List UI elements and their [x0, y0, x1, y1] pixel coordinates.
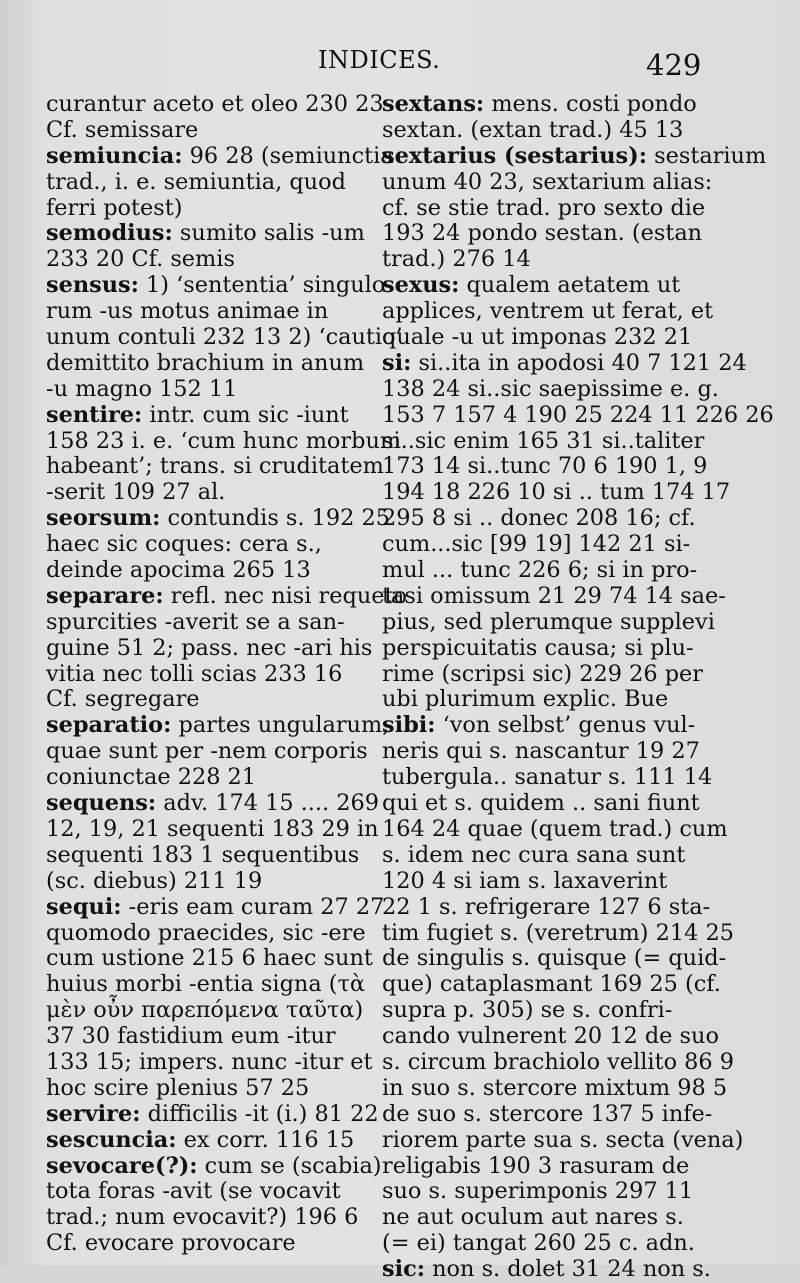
index-line: Cf. semissare	[46, 116, 199, 143]
index-line: habeant’; trans. si cruditatem	[46, 453, 384, 480]
index-line: sexus: qualem aetatem ut	[382, 272, 681, 299]
index-line: sextans: mens. costi pondo	[382, 91, 697, 117]
index-line: quomodo praecides, sic -ere	[46, 919, 366, 946]
index-line: 295 8 si .. donec 208 16; cf.	[382, 505, 696, 532]
index-line: servire: difficilis -it (i.) 81 22	[46, 1100, 379, 1127]
index-line: de suo s. stercore 137 5 infe-	[382, 1100, 713, 1127]
index-line: demittito brachium in anum	[46, 349, 365, 376]
index-line: si..sic enim 165 31 si..taliter	[382, 427, 705, 454]
entry-headword: separare:	[46, 582, 164, 609]
index-line: sevocare(?): cum se (scabia)	[46, 1152, 382, 1179]
entry-headword: semodius:	[46, 220, 173, 247]
index-line: mul ... tunc 226 6; si in pro-	[382, 557, 698, 584]
index-line: 12, 19, 21 sequenti 183 29 in	[46, 815, 379, 842]
index-line: cando vulnerent 20 12 de suo	[382, 1023, 719, 1050]
index-line: sibi: ‘von selbst’ genus vul-	[382, 712, 696, 739]
index-line: Cf. segregare	[46, 686, 200, 713]
index-line: deinde apocima 265 13	[46, 557, 311, 584]
index-line: huius morbi -entia signa (τὰ	[46, 971, 366, 998]
index-line: haec sic coques: cera s.,	[46, 531, 322, 558]
index-line: que) cataplasmant 169 25 (cf.	[382, 971, 721, 998]
index-line: tasi omissum 21 29 74 14 sae-	[382, 582, 726, 609]
index-line: cum...sic [99 19] 142 21 si-	[382, 531, 691, 558]
index-line: sensus: 1) ‘sententia’ singulo-	[46, 272, 393, 299]
index-line: unum 40 23, sextarium alias:	[382, 168, 713, 195]
index-line: de singulis s. quisque (= quid-	[382, 945, 727, 972]
entry-headword: sevocare(?):	[46, 1152, 198, 1179]
index-line: 153 7 157 4 190 25 224 11 226 26	[382, 401, 774, 428]
index-line: 158 23 i. e. ‘cum hunc morbum	[46, 427, 402, 454]
index-line: sequens: adv. 174 15 .... 269	[46, 790, 379, 817]
index-line: suo s. superimponis 297 11	[382, 1178, 694, 1205]
index-line: hoc scire plenius 57 25	[46, 1074, 310, 1101]
index-line: 193 24 pondo sestan. (estan	[382, 220, 703, 247]
index-line: Cf. evocare provocare	[46, 1230, 296, 1257]
index-line: 194 18 226 10 si .. tum 174 17	[382, 479, 731, 506]
index-line: semodius: sumito salis -um	[46, 220, 365, 247]
index-line: 133 15; impers. nunc -itur et	[46, 1048, 373, 1075]
entry-headword: semiuncia:	[46, 142, 183, 169]
index-line: ubi plurimum explic. Bue	[382, 686, 669, 713]
index-line: tim fugiet s. (veretrum) 214 25	[382, 919, 734, 946]
index-line: -serit 109 27 al.	[46, 479, 226, 506]
index-line: (= ei) tangat 260 25 c. adn.	[382, 1230, 695, 1257]
index-line: seorsum: contundis s. 192 25	[46, 505, 391, 532]
index-line: separatio: partes ungularum,	[46, 712, 390, 739]
index-line: in suo s. stercore mixtum 98 5	[382, 1074, 728, 1101]
index-line: si: si..ita in apodosi 40 7 121 24	[382, 349, 747, 376]
entry-headword: sequens:	[46, 790, 157, 817]
index-line: coniunctae 228 21	[46, 764, 257, 791]
index-line: cf. se stie trad. pro sexto die	[382, 194, 706, 221]
index-line: -u magno 152 11	[46, 375, 238, 402]
entry-headword: sextans:	[382, 91, 485, 117]
index-line: s. circum brachiolo vellito 86 9	[382, 1048, 735, 1075]
index-line: tota foras -avit (se vocavit	[46, 1178, 341, 1205]
entry-headword: sensus:	[46, 272, 139, 299]
entry-headword: si:	[382, 349, 412, 376]
index-line: ne aut oculum aut nares s.	[382, 1204, 684, 1231]
entry-headword: servire:	[46, 1100, 141, 1127]
index-line: curantur aceto et oleo 230 23	[46, 91, 384, 117]
index-line: unum contuli 232 13 2) ‘cautio’	[46, 324, 403, 351]
index-line: 233 20 Cf. semis	[46, 246, 235, 273]
index-line: cum ustione 215 6 haec sunt	[46, 945, 373, 972]
entry-headword: sextarius (sestarius):	[382, 142, 647, 169]
left-index-column	[46, 91, 407, 1257]
entry-headword: sexus:	[382, 272, 460, 299]
entry-headword: sic:	[382, 1256, 426, 1283]
entry-headword: sentire:	[46, 401, 143, 428]
index-line: 164 24 quae (quem trad.) cum	[382, 815, 728, 842]
index-line: sentire: intr. cum sic -iunt	[46, 401, 349, 428]
index-line: spurcities -averit se a san-	[46, 608, 345, 635]
index-line: quae sunt per -nem corporis	[46, 738, 368, 765]
index-line: μὲν οὖν παρεπόμενα ταῦτα)	[46, 997, 364, 1024]
index-line: semiuncia: 96 28 (semiunctia	[46, 142, 394, 169]
page-number: 429	[646, 48, 702, 82]
index-line: sequi: -eris eam curam 27 27	[46, 893, 385, 920]
index-line: pius, sed plerumque supplevi	[382, 608, 715, 635]
index-line: qui et s. quidem .. sani fiunt	[382, 790, 700, 817]
index-line: separare: refl. nec nisi requeto	[46, 582, 407, 609]
index-line: 120 4 si iam s. laxaverint	[382, 867, 668, 894]
index-line: sequenti 183 1 sequentibus	[46, 841, 360, 868]
entry-headword: sescuncia:	[46, 1126, 177, 1153]
index-line: rime (scripsi sic) 229 26 per	[382, 660, 703, 687]
running-header	[0, 46, 800, 86]
index-line: trad., i. e. semiuntia, quod	[46, 168, 346, 195]
entry-headword: seorsum:	[46, 505, 161, 532]
index-line: sescuncia: ex corr. 116 15	[46, 1126, 355, 1153]
index-line: tubergula.. sanatur s. 111 14	[382, 764, 713, 791]
entry-headword: sequi:	[46, 893, 122, 920]
index-line: ferri potest)	[46, 194, 183, 221]
index-line: vitia nec tolli scias 233 16	[46, 660, 343, 687]
entry-headword: sibi:	[382, 712, 436, 739]
index-line: sic: non s. dolet 31 24 non s.	[382, 1256, 711, 1283]
index-line: s. idem nec cura sana sunt	[382, 841, 686, 868]
index-line: sextan. (extan trad.) 45 13	[382, 116, 684, 143]
index-line: 37 30 fastidium eum -itur	[46, 1023, 336, 1050]
index-line: 138 24 si..sic saepissime e. g.	[382, 375, 719, 402]
index-line: religabis 190 3 rasuram de	[382, 1152, 690, 1179]
index-line: perspicuitatis causa; si plu-	[382, 634, 694, 661]
entry-headword: separatio:	[46, 712, 172, 739]
index-line: trad.; num evocavit?) 196 6	[46, 1204, 359, 1231]
index-line: 173 14 si..tunc 70 6 190 1, 9	[382, 453, 708, 480]
index-line: neris qui s. nascantur 19 27	[382, 738, 700, 765]
index-line: guine 51 2; pass. nec -ari his	[46, 634, 373, 661]
index-line: applices, ventrem ut ferat, et	[382, 298, 714, 325]
index-line: 22 1 s. refrigerare 127 6 sta-	[382, 893, 711, 920]
running-title: INDICES.	[318, 46, 441, 74]
index-line: supra p. 305) se s. confri-	[382, 997, 673, 1024]
index-line: trad.) 276 14	[382, 246, 531, 273]
index-line: rum -us motus animae in	[46, 298, 329, 325]
index-line: (sc. diebus) 211 19	[46, 867, 263, 894]
index-line: quale -u ut imponas 232 21	[382, 324, 693, 351]
right-index-column	[382, 91, 774, 1283]
index-line: sextarius (sestarius): sestarium	[382, 142, 767, 169]
index-line: riorem parte sua s. secta (vena)	[382, 1126, 744, 1153]
